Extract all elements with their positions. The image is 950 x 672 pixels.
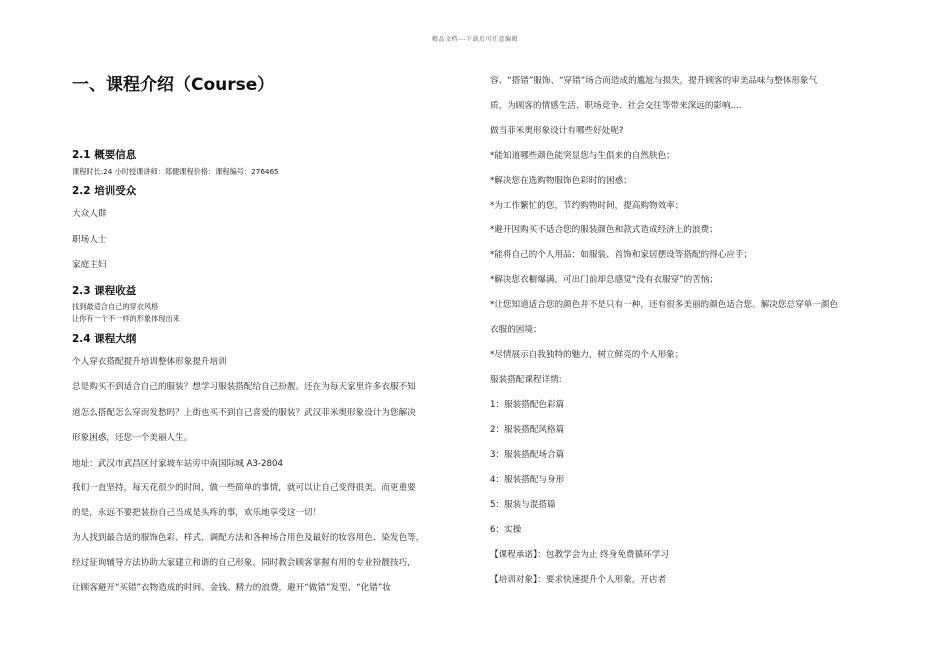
benefit-bullet: *尽情展示自我独特的魅力，树立鲜亮的个人形象； xyxy=(490,350,684,360)
address-line: 地址：武汉市武昌区付家坡车站旁中南国际城 A3-2804 xyxy=(72,459,283,469)
benefit-bullet: *能知道哪些颜色能突显您与生俱来的自然肤色； xyxy=(490,151,675,161)
audience-item: 大众人群 xyxy=(72,209,107,219)
outline-line: 形象困惑，还您一个美丽人生。 xyxy=(72,433,193,443)
audience-item: 家庭主妇 xyxy=(72,260,107,270)
outline-line: 总是购买不到适合自己的服装？想学习服装搭配给自己扮靓。还在为每天家里许多衣服不知 xyxy=(72,382,416,392)
benefit-line: 让你有一个不一样的形象体现出来 xyxy=(72,314,180,323)
course-module: 4：服装搭配与身形 xyxy=(490,475,565,485)
course-module: 5：服装与混搭篇 xyxy=(490,500,556,510)
course-module: 6：实操 xyxy=(490,525,522,535)
right-line: 容、“搭错”服饰、“穿错”场合而造成的尴尬与损失，提升顾客的审美品味与整体形象气 xyxy=(490,76,818,86)
section-2-2-heading: 2.2 培训受众 xyxy=(72,185,137,197)
section-2-4-heading: 2.4 课程大纲 xyxy=(72,333,137,345)
course-detail-heading: 服装搭配课程详情: xyxy=(490,375,562,385)
course-promise: 【课程承诺】：包教学会为止 终身免费循环学习 xyxy=(490,550,669,560)
course-module: 2：服装搭配风格篇 xyxy=(490,425,565,435)
section-2-1-text: 课程时长:24 小时授课讲师：郑健课程价格：课程编号：276465 xyxy=(72,167,279,176)
outline-line: 经过征询辅导方法协助大家建立和谐的自己形象。同时教会顾客掌握有用的专业扮靓技巧， xyxy=(72,558,416,568)
benefit-bullet-cont: 衣服的困境； xyxy=(490,325,542,335)
outline-line: 道怎么搭配怎么穿而发愁吗？上街也买不到自己喜爱的服装？武汉菲米奥形象设计为您解决 xyxy=(72,408,416,418)
benefit-line: 找到最适合自己的穿衣风格 xyxy=(72,302,159,311)
outline-line: 我们一直坚持，每天花很少的时间，做一些简单的事情，就可以让自己变得很美。而更重要 xyxy=(72,483,416,493)
course-module: 1：服装搭配色彩篇 xyxy=(490,400,565,410)
right-line: 质，为顾客的情感生活、职场竞争、社会交往等带来深远的影响.... xyxy=(490,101,742,111)
training-target: 【培训对象】：要求快速提升个人形象，开店者 xyxy=(490,575,667,585)
outline-line: 的是，永远不要把装扮自己当成是头疼的事，欢乐地享受这一切！ xyxy=(72,508,322,518)
benefit-bullet: *让您知道适合您的颜色并不是只有一种，还有很多美丽的颜色适合您。解决您总穿单一颜色 xyxy=(490,300,839,310)
benefit-bullet: *避开因购买不适合您的服装颜色和款式造成经济上的浪费； xyxy=(490,225,718,235)
course-module: 3：服装搭配场合篇 xyxy=(490,450,565,460)
section-2-3-heading: 2.3 课程收益 xyxy=(72,285,137,297)
outline-line: 为人找到最合适的服饰色彩、样式、调配方法和各种场合用色及最好的妆容用色、染发色等， xyxy=(72,533,425,543)
section-2-1-heading: 2.1 概要信息 xyxy=(72,149,137,161)
right-line: 做当菲米奥形象设计有哪些好处呢? xyxy=(490,126,624,136)
benefit-bullet: *解决您在选购物服饰色彩时的困惑； xyxy=(490,176,632,186)
page-title: 一、课程介绍（Course） xyxy=(72,75,275,95)
outline-line: 让顾客避开“买错”衣物造成的时间、金钱、精力的浪费，避开“做错”发型、“化错”妆 xyxy=(72,583,391,593)
benefit-bullet: *能将自己的个人用品：如服装、首饰和家居摆设等搭配的得心应手； xyxy=(490,250,753,260)
header-note: 精品文档---下载后可任意编辑 xyxy=(432,36,518,43)
benefit-bullet: *解决您衣橱爆满，可出门前却总感觉“没有衣服穿”的苦恼； xyxy=(490,275,719,285)
outline-line: 个人穿衣搭配提升培训整体形象提升培训 xyxy=(72,357,227,367)
benefit-bullet: *为工作繁忙的您，节约购物时间，提高购物效率； xyxy=(490,201,684,211)
audience-item: 职场人士 xyxy=(72,235,107,245)
